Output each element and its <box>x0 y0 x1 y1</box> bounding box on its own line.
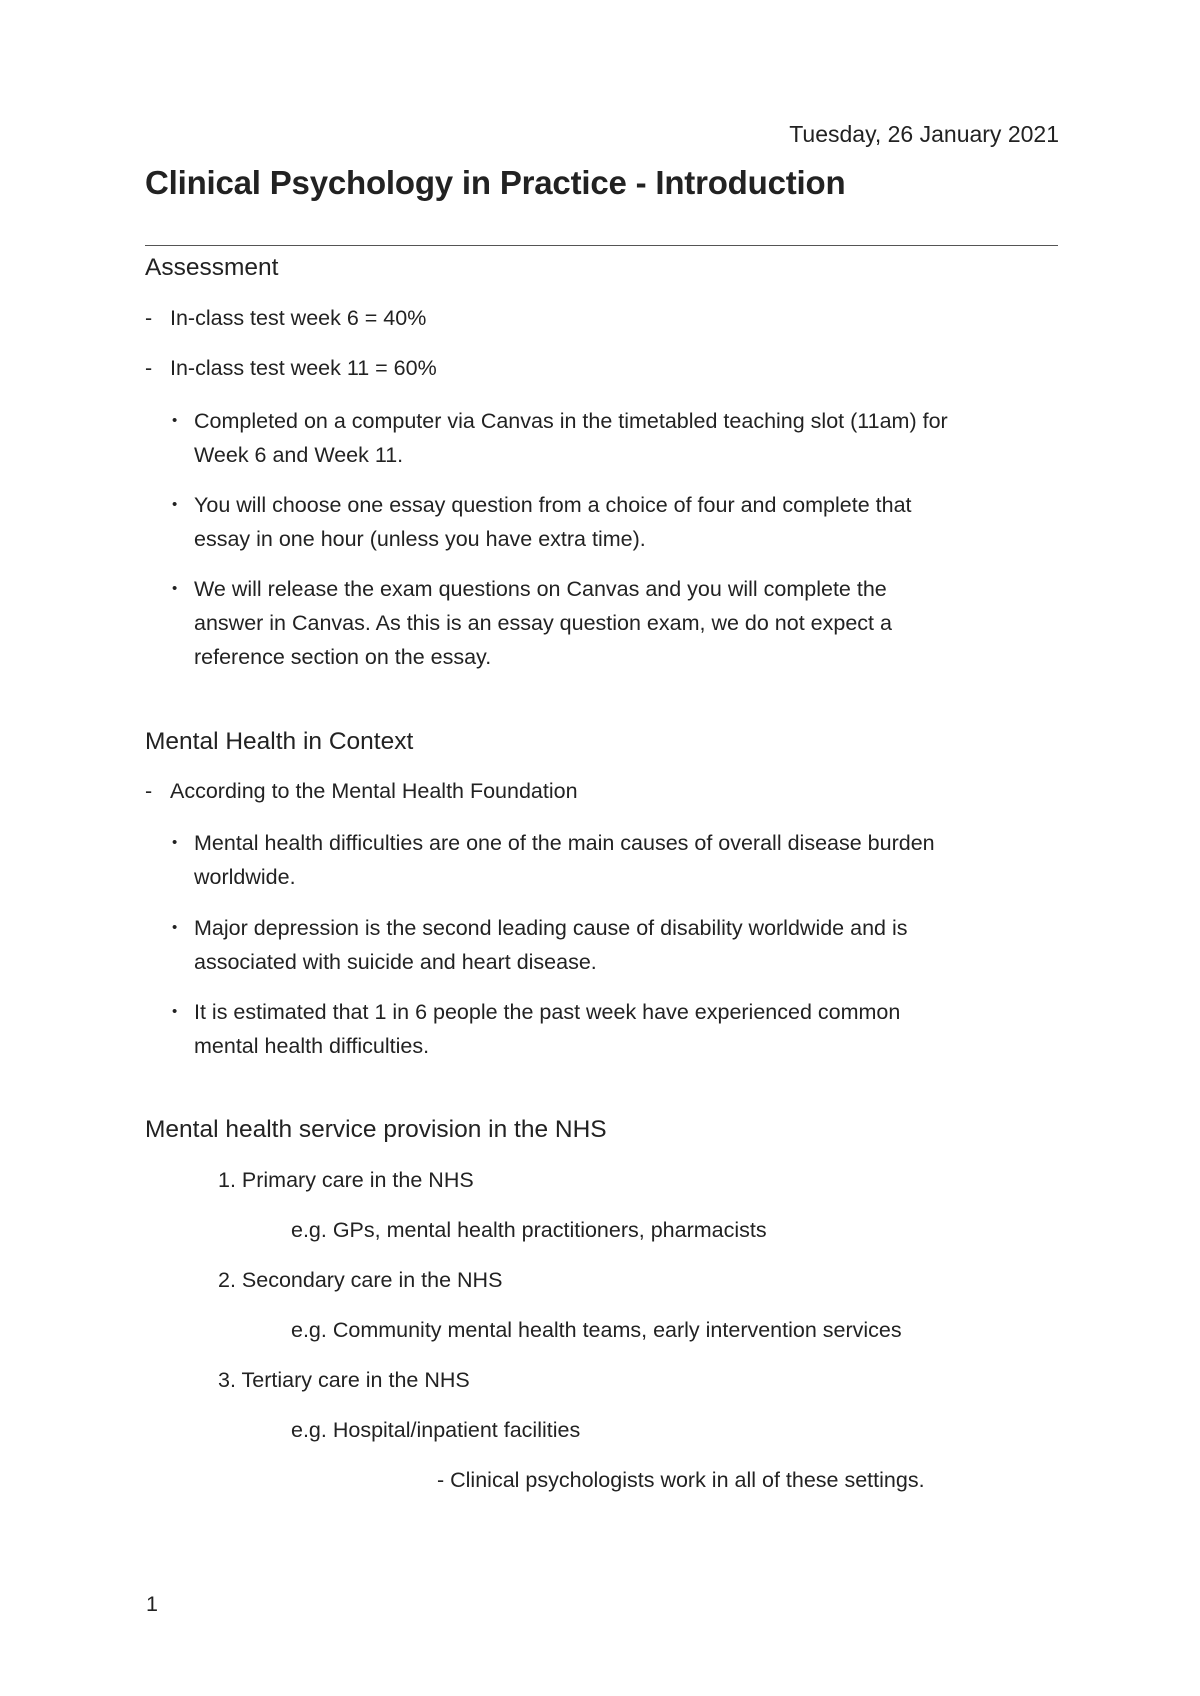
assessment-bullet-1 <box>172 404 1062 472</box>
bullet-text-line: Major depression is the second leading cause of disability worldwide and is <box>194 916 908 940</box>
assessment-bullet-2 <box>172 488 1062 556</box>
nhs-note: - Clinical psychologists work in all of these settings. <box>437 1468 925 1492</box>
assessment-dash-item-2 <box>145 356 437 381</box>
title-divider <box>145 245 1058 246</box>
assessment-heading: Assessment <box>145 254 279 281</box>
bullet-text-line: associated with suicide and heart disease. <box>194 950 597 974</box>
dash-item-text: In-class test week 11 = 60% <box>170 356 437 380</box>
mental-health-bullet-3 <box>172 995 1062 1063</box>
dash-icon: - <box>145 779 153 803</box>
nhs-example-secondary: e.g. Community mental health teams, early intervention services <box>291 1318 902 1342</box>
nhs-item-secondary: 2. Secondary care in the NHS <box>218 1268 503 1292</box>
bullet-text-line: reference section on the essay. <box>194 645 492 669</box>
nhs-example-tertiary: e.g. Hospital/inpatient facilities <box>291 1418 581 1442</box>
mental-health-bullet-2 <box>172 911 1062 979</box>
bullet-text-line: worldwide. <box>194 865 296 889</box>
nhs-item-primary: 1. Primary care in the NHS <box>218 1168 474 1192</box>
mental-health-bullet-1 <box>172 826 1062 894</box>
document-date: Tuesday, 26 January 2021 <box>789 121 1059 147</box>
dash-icon: - <box>145 306 153 330</box>
nhs-example-primary: e.g. GPs, mental health practitioners, pharmacists <box>291 1218 767 1242</box>
bullet-text-line: mental health difficulties. <box>194 1034 430 1058</box>
mental-health-heading: Mental Health in Context <box>145 728 414 755</box>
bullet-text-line: essay in one hour (unless you have extra time). <box>194 527 646 551</box>
bullet-text-line: answer in Canvas. As this is an essay question exam, we do not expect a <box>194 611 892 635</box>
nhs-item-tertiary: 3. Tertiary care in the NHS <box>218 1368 470 1392</box>
bullet-text-line: Mental health difficulties are one of the main causes of overall disease burden <box>194 831 935 855</box>
bullet-icon: • <box>172 412 178 429</box>
bullet-icon: • <box>172 1003 178 1020</box>
dash-icon: - <box>145 356 153 380</box>
bullet-text-line: It is estimated that 1 in 6 people the past week have experienced common <box>194 1000 901 1024</box>
page-number: 1 <box>146 1592 158 1616</box>
assessment-dash-item-1 <box>145 306 426 331</box>
bullet-icon: • <box>172 496 178 513</box>
mental-health-dash-item-1 <box>145 779 578 804</box>
document-title: Clinical Psychology in Practice - Introduction <box>145 164 846 201</box>
nhs-heading: Mental health service provision in the NHS <box>145 1116 607 1143</box>
bullet-text-line: You will choose one essay question from a choice of four and complete that <box>194 493 912 517</box>
bullet-text-line: Completed on a computer via Canvas in the timetabled teaching slot (11am) for <box>194 409 948 433</box>
bullet-icon: • <box>172 919 178 936</box>
bullet-icon: • <box>172 580 178 597</box>
dash-item-text: In-class test week 6 = 40% <box>170 306 427 330</box>
dash-item-text: According to the Mental Health Foundation <box>170 779 578 803</box>
assessment-bullet-3 <box>172 572 1062 674</box>
bullet-icon: • <box>172 834 178 851</box>
bullet-text-line: Week 6 and Week 11. <box>194 443 404 467</box>
bullet-text-line: We will release the exam questions on Canvas and you will complete the <box>194 577 887 601</box>
